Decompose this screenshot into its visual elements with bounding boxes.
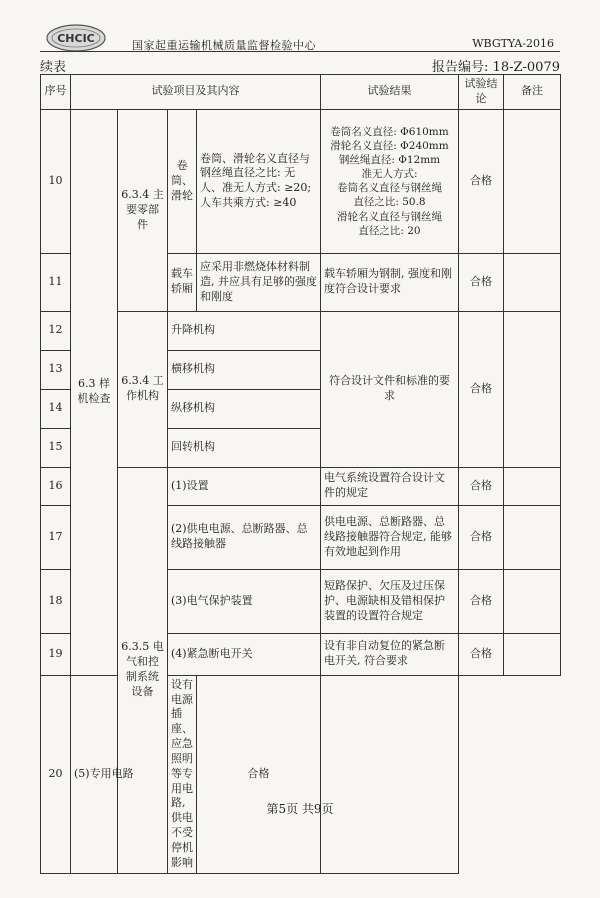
remark-cell: [504, 505, 561, 569]
result-text: 设有非自动复位的紧急断电开关, 符合要求: [321, 633, 459, 675]
row-no: 15: [41, 428, 71, 467]
item-text: 横移机构: [168, 350, 321, 389]
row-no: 16: [41, 467, 71, 505]
remark-cell: [504, 253, 561, 311]
chcic-logo: [46, 24, 106, 52]
remark-cell: [504, 467, 561, 505]
remark-cell: [321, 675, 459, 873]
remark-cell: [504, 109, 561, 253]
result-text: 符合设计文件和标准的要求: [321, 311, 459, 467]
table-header-row: [41, 75, 561, 110]
conclusion-text: 合格: [459, 467, 504, 505]
row-no: 17: [41, 505, 71, 569]
subgroup-label: 载车轿厢: [168, 253, 197, 311]
table-row: [41, 675, 561, 873]
result-text: 卷筒名义直径: Φ610mm 滑轮名义直径: Φ240mm 钢丝绳直径: Φ12mm 准无人方式: 卷筒名义直径与钢丝绳 直径之比: 50.8 滑轮名义直径与钢丝绳 直径之比: 20: [321, 109, 459, 253]
subgroup-label: 卷筒、滑轮: [168, 109, 197, 253]
item-text: 卷筒、滑轮名义直径与钢丝绳直径之比: 无人、准无人方式: ≥20; 人车共乘方式: ≥40: [197, 109, 321, 253]
result-text: 载车轿厢为钢制, 强度和刚度符合设计要求: [321, 253, 459, 311]
report-number: 报告编号: 18-Z-0079: [432, 60, 560, 75]
item-text: (4)紧急断电开关: [168, 633, 321, 675]
row-no: 10: [41, 109, 71, 253]
group-label: 6.3.4 工作机构: [118, 311, 168, 467]
header-conclusion: 试验结论: [459, 75, 504, 110]
row-no: 11: [41, 253, 71, 311]
remark-cell: [504, 633, 561, 675]
item-text: 纵移机构: [168, 389, 321, 428]
header-no: 序号: [41, 75, 71, 110]
group-label: 6.3.5 电气和控制系统设备: [118, 467, 168, 873]
row-no: 18: [41, 569, 71, 633]
header-remark: 备注: [504, 75, 561, 110]
page-number: 第5页 共9页: [266, 802, 334, 816]
conclusion-text: 合格: [459, 505, 504, 569]
row-no: 14: [41, 389, 71, 428]
group-label: 6.3.4 主要零部件: [118, 109, 168, 311]
table-row: [41, 109, 561, 253]
row-no: 20: [41, 675, 71, 873]
item-text: 升降机构: [168, 311, 321, 350]
conclusion-text: 合格: [197, 675, 321, 873]
header-result: 试验结果: [321, 75, 459, 110]
logo-text: CHCIC: [57, 32, 95, 45]
header-item: 试验项目及其内容: [71, 75, 321, 110]
result-text: 供电电源、总断路器、总线路接触器符合规定, 能够有效地起到作用: [321, 505, 459, 569]
conclusion-text: 合格: [459, 633, 504, 675]
item-text: (3)电气保护装置: [168, 569, 321, 633]
item-text: 应采用非燃烧体材料制造, 并应具有足够的强度和刚度: [197, 253, 321, 311]
row-no: 13: [41, 350, 71, 389]
table-row: [41, 467, 561, 505]
table-row: [41, 311, 561, 350]
inspection-table: [40, 74, 561, 874]
result-text: 设有电源插座、应急照明等专用电路, 供电不受停机影响: [168, 675, 197, 873]
header-divider: [40, 51, 560, 52]
continued-label: 续表: [40, 60, 67, 75]
row-no: 19: [41, 633, 71, 675]
item-text: 回转机构: [168, 428, 321, 467]
conclusion-text: 合格: [459, 311, 504, 467]
row-no: 12: [41, 311, 71, 350]
remark-cell: [504, 569, 561, 633]
document-code: WBGTYA-2016: [472, 37, 554, 50]
conclusion-text: 合格: [459, 569, 504, 633]
result-text: 短路保护、欠压及过压保护、电源缺相及错相保护装置的设置符合规定: [321, 569, 459, 633]
organization-name: 国家起重运输机械质量监督检验中心: [132, 39, 316, 52]
conclusion-text: 合格: [459, 253, 504, 311]
remark-cell: [504, 311, 561, 467]
item-text: (2)供电电源、总断路器、总线路接触器: [168, 505, 321, 569]
conclusion-text: 合格: [459, 109, 504, 253]
result-text: 电气系统设置符合设计文件的规定: [321, 467, 459, 505]
section-label: 6.3 样机检查: [71, 109, 118, 675]
item-text: (5)专用电路: [71, 675, 168, 873]
item-text: (1)设置: [168, 467, 321, 505]
